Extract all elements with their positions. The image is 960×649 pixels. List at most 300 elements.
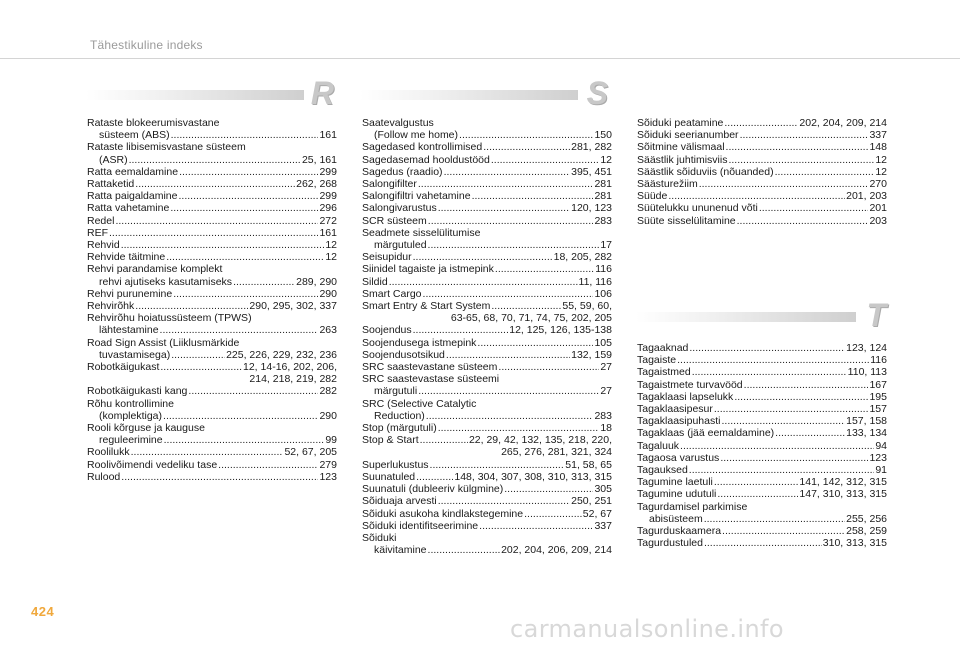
section-t-band bbox=[636, 297, 886, 333]
entry-line bbox=[362, 520, 612, 532]
entry-pages: 201, 203 bbox=[846, 190, 887, 203]
entry-term: Säästurežiim bbox=[637, 178, 698, 191]
index-column-t bbox=[637, 342, 887, 549]
dot-leader bbox=[726, 141, 869, 153]
index-entry bbox=[362, 215, 612, 227]
entry-line bbox=[637, 513, 887, 525]
section-r-band bbox=[86, 75, 334, 111]
entry-line bbox=[637, 366, 887, 378]
entry-pages: 337 bbox=[594, 519, 612, 532]
entry-term: Suunatuli (dubleeriv külgmine) bbox=[362, 483, 504, 496]
entry-term: abisüsteem bbox=[649, 512, 703, 525]
entry-pages: 202, 204, 209, 214 bbox=[799, 117, 887, 129]
dot-leader bbox=[477, 337, 593, 349]
index-column-s2 bbox=[637, 117, 887, 227]
entry-pages: 263 bbox=[319, 324, 337, 337]
dot-leader bbox=[413, 324, 509, 336]
entry-term: Soojendusega istmepink bbox=[362, 336, 477, 349]
dot-leader bbox=[775, 166, 875, 178]
dot-leader bbox=[504, 483, 593, 495]
dot-leader bbox=[677, 354, 869, 366]
dot-leader bbox=[179, 166, 318, 178]
entry-term: Suunatuled bbox=[362, 470, 416, 483]
dot-leader bbox=[479, 520, 593, 532]
dot-leader bbox=[416, 471, 453, 483]
dot-leader bbox=[418, 178, 594, 190]
index-entry bbox=[637, 202, 887, 214]
entry-pages: 225, 226, 229, 232, 236 bbox=[226, 348, 337, 361]
index-column-r bbox=[87, 117, 337, 483]
entry-term: Robotkäigukast bbox=[87, 361, 160, 374]
section-letter-t: T bbox=[866, 297, 886, 333]
entry-term: Siinidel tagaiste ja istmepink bbox=[362, 263, 494, 276]
entry-heading: Tagurdamisel parkimise bbox=[637, 500, 748, 513]
entry-pages: 281 bbox=[594, 178, 612, 191]
index-entry bbox=[362, 337, 612, 349]
index-entry bbox=[87, 300, 337, 312]
dot-leader bbox=[759, 202, 869, 214]
entry-pages: 201 bbox=[869, 202, 887, 215]
entry-line bbox=[362, 190, 612, 202]
entry-pages: 12 bbox=[600, 153, 612, 166]
entry-line bbox=[637, 427, 887, 439]
dot-leader bbox=[524, 508, 582, 520]
entry-pages: 161 bbox=[319, 129, 337, 142]
entry-line bbox=[87, 190, 337, 202]
entry-pages: 11, 116 bbox=[578, 275, 612, 288]
dot-leader bbox=[491, 154, 599, 166]
dot-leader bbox=[491, 300, 561, 312]
entry-line bbox=[87, 459, 337, 471]
entry-line bbox=[362, 288, 612, 300]
entry-pages: 116 bbox=[595, 263, 612, 276]
entry-term: Rattaketid bbox=[87, 178, 135, 191]
entry-term: Tagurdustuled bbox=[637, 537, 703, 550]
entry-heading: Rõhu kontrollimine bbox=[87, 397, 174, 410]
entry-term: Rehvide täitmine bbox=[87, 251, 166, 264]
entry-heading: Rataste libisemisvastane süsteem bbox=[87, 141, 246, 154]
index-entry bbox=[87, 239, 337, 251]
entry-line bbox=[637, 354, 887, 366]
dot-leader bbox=[438, 495, 570, 507]
index-entry bbox=[362, 495, 612, 507]
index-entry bbox=[362, 251, 612, 263]
entry-pages: 12, 14-16, 202, 206, bbox=[243, 361, 337, 374]
index-entry bbox=[637, 476, 887, 488]
entry-heading: Rehvirõhu hoiatussüsteem (TPWS) bbox=[87, 312, 252, 325]
dot-leader bbox=[131, 446, 284, 458]
entry-pages: 283 bbox=[594, 409, 612, 422]
entry-line bbox=[362, 276, 612, 288]
entry-pages: 167 bbox=[869, 378, 887, 391]
entry-term: reguleerimine bbox=[99, 434, 163, 447]
entry-pages: 91 bbox=[875, 464, 887, 477]
entry-line bbox=[362, 154, 612, 166]
entry-pages: 123 bbox=[869, 451, 887, 464]
entry-line bbox=[637, 537, 887, 549]
entry-pages: 110, 113 bbox=[847, 366, 887, 379]
entry-term: Sagedased kontrollimised bbox=[362, 141, 483, 154]
entry-line bbox=[362, 508, 612, 520]
dot-leader bbox=[171, 129, 319, 141]
dot-leader bbox=[704, 537, 822, 549]
entry-pages: 283 bbox=[594, 214, 612, 227]
index-entry bbox=[362, 361, 612, 373]
entry-term: Sagedasemad hooldustööd bbox=[362, 153, 490, 166]
index-entry bbox=[362, 288, 612, 300]
index-entry bbox=[362, 190, 612, 202]
entry-pages: 203 bbox=[869, 214, 887, 227]
dot-leader bbox=[428, 239, 600, 251]
dot-leader bbox=[430, 459, 565, 471]
index-entry bbox=[362, 227, 612, 251]
entry-line bbox=[637, 202, 887, 214]
entry-line bbox=[87, 288, 337, 300]
entry-line bbox=[637, 342, 887, 354]
entry-pages: 120, 123 bbox=[571, 202, 612, 215]
dot-leader bbox=[164, 434, 325, 446]
entry-pages: 12 bbox=[875, 153, 887, 166]
entry-line bbox=[87, 434, 337, 446]
dot-leader bbox=[428, 215, 594, 227]
index-entry bbox=[362, 117, 612, 141]
entry-pages: 106 bbox=[594, 287, 612, 300]
index-entry bbox=[362, 349, 612, 361]
dot-leader bbox=[775, 427, 845, 439]
entry-line bbox=[637, 379, 887, 391]
section-letter-r: R bbox=[310, 75, 334, 111]
entry-term: REF bbox=[87, 226, 108, 239]
entry-line bbox=[362, 251, 612, 263]
dot-leader bbox=[704, 513, 845, 525]
index-entry bbox=[637, 488, 887, 500]
index-entry bbox=[87, 141, 337, 165]
dot-leader bbox=[428, 544, 501, 556]
entry-pages: 202, 204, 206, 209, 214 bbox=[501, 544, 612, 557]
entry-line bbox=[87, 361, 337, 373]
entry-term: Stop & Start bbox=[362, 434, 419, 447]
index-entry bbox=[362, 324, 612, 336]
dot-leader bbox=[166, 251, 324, 263]
entry-term: Sõiduki identifitseerimine bbox=[362, 519, 479, 532]
entry-pages: 262, 268 bbox=[296, 178, 337, 191]
entry-term: märgutuli bbox=[374, 385, 418, 398]
entry-line bbox=[87, 202, 337, 214]
dot-leader bbox=[109, 227, 318, 239]
dot-leader bbox=[689, 342, 845, 354]
entry-term: Rehvirõhk bbox=[87, 300, 135, 313]
entry-pages: 148, 304, 307, 308, 310, 313, 315 bbox=[454, 470, 612, 483]
entry-pages: 296 bbox=[319, 202, 337, 215]
entry-line bbox=[362, 166, 612, 178]
entry-line bbox=[637, 391, 887, 403]
entry-pages: 272 bbox=[319, 214, 337, 227]
entry-term: Ratta paigaldamine bbox=[87, 190, 178, 203]
entry-pages: 282 bbox=[319, 385, 337, 398]
entry-term: Rehvid bbox=[87, 239, 120, 252]
dot-leader bbox=[135, 300, 248, 312]
entry-pages: 157 bbox=[869, 403, 887, 416]
header-divider bbox=[0, 58, 960, 59]
dot-leader bbox=[420, 434, 468, 446]
index-column-s1 bbox=[362, 117, 612, 556]
entry-line bbox=[637, 117, 887, 129]
dot-leader bbox=[692, 366, 847, 378]
entry-line bbox=[637, 141, 887, 153]
dot-leader bbox=[121, 471, 318, 483]
dot-leader bbox=[171, 349, 225, 361]
dot-leader bbox=[734, 391, 868, 403]
entry-term: Tagumine laetuli bbox=[637, 476, 713, 489]
entry-pages: 195 bbox=[869, 390, 887, 403]
dot-leader bbox=[423, 288, 594, 300]
dot-leader bbox=[714, 476, 799, 488]
entry-heading: SRC saastevastase süsteemi bbox=[362, 373, 500, 386]
entry-line bbox=[362, 434, 612, 446]
entry-term: Soojendus bbox=[362, 324, 412, 337]
entry-pages: 290 bbox=[319, 409, 337, 422]
entry-term: Ratta vahetamine bbox=[87, 202, 170, 215]
entry-pages: 94 bbox=[875, 439, 887, 452]
entry-line bbox=[637, 415, 887, 427]
entry-line bbox=[87, 300, 337, 312]
entry-term: Süüde bbox=[637, 190, 668, 203]
index-entry bbox=[637, 379, 887, 391]
entry-term: Seisupidur bbox=[362, 251, 412, 264]
entry-term: Tagaklaas (jää eemaldamine) bbox=[637, 427, 775, 440]
index-entry bbox=[362, 471, 612, 483]
entry-term: Tagaaknad bbox=[637, 342, 689, 354]
entry-term: Reduction) bbox=[374, 409, 425, 422]
entry-line bbox=[87, 251, 337, 263]
index-entry bbox=[87, 190, 337, 202]
entry-term: märgutuled bbox=[374, 239, 427, 252]
index-entry bbox=[362, 166, 612, 178]
entry-term: Sõiduki seerianumber bbox=[637, 129, 739, 142]
entry-line bbox=[637, 129, 887, 141]
dot-leader bbox=[483, 141, 570, 153]
index-entry bbox=[637, 342, 887, 354]
index-entry bbox=[87, 312, 337, 336]
dot-leader bbox=[728, 154, 874, 166]
entry-term: Smart Entry & Start System bbox=[362, 300, 491, 313]
entry-pages: 52, 67 bbox=[582, 507, 612, 520]
index-entry bbox=[637, 403, 887, 415]
entry-line bbox=[87, 239, 337, 251]
entry-pages-continued: 265, 276, 281, 321, 324 bbox=[501, 446, 612, 459]
index-entry bbox=[87, 227, 337, 239]
entry-line bbox=[637, 440, 887, 452]
page-number: 424 bbox=[31, 604, 55, 619]
entry-pages: 279 bbox=[319, 458, 337, 471]
watermark: carmanualsonline.info bbox=[510, 615, 784, 643]
entry-line bbox=[362, 215, 612, 227]
entry-line bbox=[637, 215, 887, 227]
entry-pages: 22, 29, 42, 132, 135, 218, 220, bbox=[468, 434, 612, 447]
entry-pages: 337 bbox=[869, 129, 887, 142]
dot-leader bbox=[689, 464, 875, 476]
entry-pages-continued: 63-65, 68, 70, 71, 74, 75, 202, 205 bbox=[450, 312, 612, 325]
dot-leader bbox=[418, 385, 599, 397]
entry-pages: 299 bbox=[319, 165, 337, 178]
dot-leader bbox=[135, 178, 295, 190]
entry-pages: 305 bbox=[594, 483, 612, 496]
entry-line bbox=[87, 154, 337, 166]
index-entry bbox=[362, 459, 612, 471]
page-header-title: Tähestikuline indeks bbox=[90, 38, 203, 52]
index-entry bbox=[637, 415, 887, 427]
entry-pages: 255, 256 bbox=[846, 512, 887, 525]
entry-line bbox=[362, 410, 612, 422]
dot-leader bbox=[426, 410, 594, 422]
index-entry bbox=[637, 427, 887, 439]
entry-pages: 17 bbox=[600, 239, 612, 252]
entry-term: süsteem (ABS) bbox=[99, 129, 170, 142]
entry-heading: Rataste blokeerumisvastane bbox=[87, 117, 220, 129]
dot-leader bbox=[722, 525, 845, 537]
entry-term: Tagaiste bbox=[637, 354, 677, 367]
entry-pages: 157, 158 bbox=[846, 415, 887, 428]
index-entry bbox=[87, 117, 337, 141]
entry-term: Süüte sisselülitamine bbox=[637, 214, 736, 227]
dot-leader bbox=[160, 324, 319, 336]
entry-term: Salongifiltri vahetamine bbox=[362, 190, 471, 203]
index-entry bbox=[362, 202, 612, 214]
index-entry bbox=[362, 373, 612, 397]
entry-term: Tagumine udutuli bbox=[637, 488, 717, 501]
entry-term: Sildid bbox=[362, 275, 388, 288]
dot-leader bbox=[721, 415, 845, 427]
index-entry bbox=[637, 537, 887, 549]
dot-leader bbox=[218, 459, 318, 471]
dot-leader bbox=[178, 190, 318, 202]
entry-pages: 18 bbox=[600, 422, 612, 435]
index-entry bbox=[87, 202, 337, 214]
entry-line bbox=[87, 227, 337, 239]
entry-line bbox=[87, 446, 337, 458]
index-entry bbox=[362, 520, 612, 532]
dot-leader bbox=[115, 215, 318, 227]
entry-line bbox=[362, 129, 612, 141]
entry-term: Ratta eemaldamine bbox=[87, 165, 179, 178]
index-entry bbox=[87, 471, 337, 483]
entry-heading: Seadmete sisselülitumise bbox=[362, 226, 481, 239]
index-entry bbox=[87, 385, 337, 397]
index-entry bbox=[637, 391, 887, 403]
index-entry bbox=[87, 178, 337, 190]
entry-line bbox=[362, 349, 612, 361]
index-entry bbox=[87, 398, 337, 422]
index-entry bbox=[87, 446, 337, 458]
entry-line bbox=[362, 422, 612, 434]
entry-term: Tagaklaasipuhasti bbox=[637, 415, 721, 428]
entry-term: Redel bbox=[87, 214, 115, 227]
entry-pages: 281 bbox=[594, 190, 612, 203]
entry-line bbox=[362, 459, 612, 471]
entry-term: Roolilukk bbox=[87, 446, 130, 459]
index-entry bbox=[362, 300, 612, 324]
dot-leader bbox=[163, 410, 318, 422]
entry-line bbox=[637, 190, 887, 202]
entry-term: Tagaosa varustus bbox=[637, 451, 720, 464]
entry-term: (komplektiga) bbox=[99, 409, 163, 422]
entry-line bbox=[362, 178, 612, 190]
dot-leader bbox=[699, 178, 869, 190]
dot-leader bbox=[438, 202, 570, 214]
entry-line bbox=[362, 337, 612, 349]
entry-heading: Saatevalgustus bbox=[362, 117, 434, 129]
dot-leader bbox=[744, 379, 869, 391]
entry-line bbox=[637, 488, 887, 500]
entry-pages: 18, 205, 282 bbox=[553, 251, 612, 264]
dot-leader bbox=[173, 288, 318, 300]
entry-pages: 52, 67, 205 bbox=[284, 446, 337, 459]
entry-pages-continued: 214, 218, 219, 282 bbox=[249, 373, 337, 386]
index-entry bbox=[637, 129, 887, 141]
entry-pages: 25, 161 bbox=[301, 153, 337, 166]
dot-leader bbox=[444, 166, 571, 178]
entry-term: Tagurduskaamera bbox=[637, 525, 722, 538]
index-entry bbox=[87, 288, 337, 300]
dot-leader bbox=[121, 239, 325, 251]
entry-line bbox=[637, 178, 887, 190]
section-s-band bbox=[360, 75, 608, 111]
dot-leader bbox=[233, 276, 295, 288]
entry-term: Superlukustus bbox=[362, 458, 429, 471]
dot-leader bbox=[740, 129, 869, 141]
entry-term: Tagaistmete turvavööd bbox=[637, 378, 743, 391]
entry-term: Säästlik juhtimisviis bbox=[637, 153, 728, 166]
entry-term: Sõiduaja arvesti bbox=[362, 495, 437, 508]
entry-term: SCR süsteem bbox=[362, 214, 427, 227]
index-entry bbox=[637, 117, 887, 129]
entry-line bbox=[87, 349, 337, 361]
dot-leader bbox=[129, 154, 301, 166]
dot-leader bbox=[498, 361, 599, 373]
entry-heading: Rooli kõrguse ja kauguse bbox=[87, 422, 205, 435]
entry-heading: Rehvi parandamise komplekt bbox=[87, 263, 223, 276]
dot-leader bbox=[668, 190, 845, 202]
entry-term: Roolivõimendi vedeliku tase bbox=[87, 458, 218, 471]
entry-term: Sagedus (raadio) bbox=[362, 165, 443, 178]
index-entry bbox=[362, 508, 612, 520]
entry-line bbox=[87, 410, 337, 422]
entry-term: Tagaklaasipesur bbox=[637, 403, 713, 416]
entry-term: Sõitmine välismaal bbox=[637, 141, 725, 154]
entry-term: (Follow me home) bbox=[374, 129, 459, 142]
index-entry bbox=[362, 276, 612, 288]
entry-line bbox=[87, 129, 337, 141]
entry-pages: 281, 282 bbox=[571, 141, 612, 154]
entry-line bbox=[362, 361, 612, 373]
index-entry bbox=[362, 263, 612, 275]
entry-pages: 12, 125, 126, 135-138 bbox=[509, 324, 612, 337]
dot-leader bbox=[472, 190, 594, 202]
entry-pages: 270 bbox=[869, 178, 887, 191]
entry-pages: 12 bbox=[325, 239, 337, 252]
entry-pages: 123 bbox=[319, 470, 337, 483]
entry-term: Rulood bbox=[87, 470, 121, 483]
index-entry bbox=[87, 459, 337, 471]
entry-term: Rehvi purunemine bbox=[87, 287, 173, 300]
entry-line bbox=[362, 324, 612, 336]
entry-pages: 258, 259 bbox=[846, 525, 887, 538]
index-entry bbox=[637, 501, 887, 525]
entry-term: Soojendusotsikud bbox=[362, 348, 445, 361]
entry-pages: 116 bbox=[870, 354, 887, 367]
entry-term: SRC saastevastane süsteem bbox=[362, 361, 498, 374]
entry-pages: 150 bbox=[594, 129, 612, 142]
